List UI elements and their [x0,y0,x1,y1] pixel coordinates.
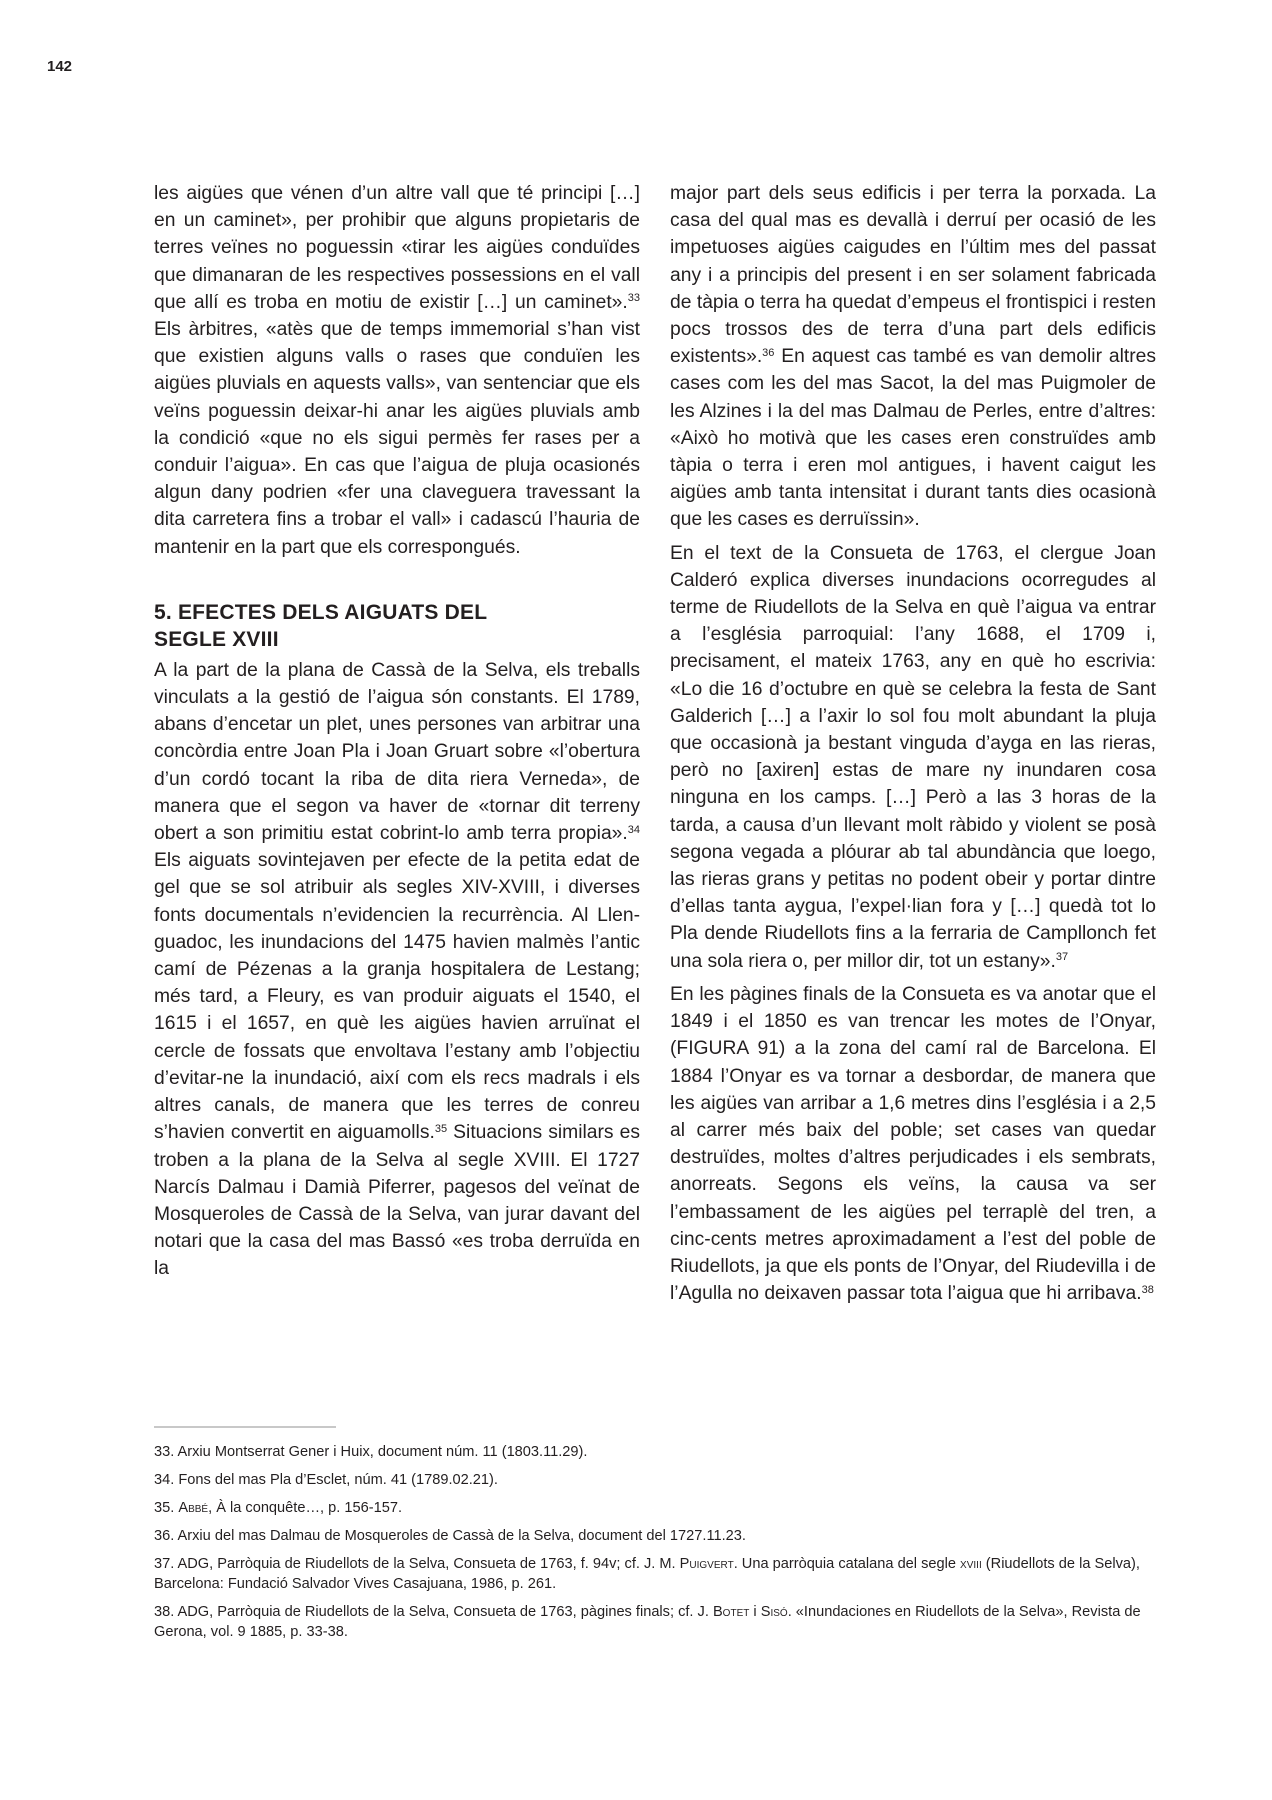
paragraph [670,981,1156,1307]
footnote-35 [154,1498,1159,1518]
footnote-text: . Una parròquia catalana del segle [733,1556,961,1572]
century-numeral: xviii [960,1556,982,1572]
author-name: Botet [712,1604,750,1620]
heading-line: SEGLE XVIII [154,627,279,651]
footnote-number: 35. [154,1500,179,1516]
paragraph [154,180,640,561]
footnote-36: 36. Arxiu del mas Dalmau de Mosqueroles de Cassà de la Selva, document del 1727.11.23. [154,1528,746,1544]
left-column [154,180,640,1283]
paragraph-text: Els àrbitres, «atès que de temps immemorial s’han vist que existien alguns valls o rases que conduïen les aigües pluvials en aquests valls», van sentenciar que els veïns poguessin deixar-hi anar les aigües pluvials amb la condició «que no els sigui permès fer rases per a conduir l’aigua». En cas que l’aigua de pluja ocasionés algun dany podrien «fer una claveguera travessant la dita carretera fins a trobar el vall» i cadascú l’hauria de mantenir en la part que els correspongués. [154,319,640,558]
page-number: 142 [47,58,73,75]
footnote-ref[interactable]: 37 [1055,951,1069,964]
footnote-ref[interactable]: 35 [434,1122,448,1135]
paragraph-text: Els aiguats sovintejaven per efecte de la petita edat de gel que se sol atribuir als segles XIV-XVIII, i diverses fonts documentals n’evidencien la recurrència. Al Llenguadoc, les inundacions del 1475 havien malmès l’antic camí de Pézenas a la granja hospitalera de Lestang; més tard, a Fleury, es van produir aiguats el 1540, el 1615 i el 1657, en què les aigües havien arruïnat el cercle de fossats que envoltava l’estany amb l’objectiu d’evitar-ne la inundació, així com els recs madrals i els altres canals, de manera que les terres de conreu s’havien convertit en aiguamolls. [154,850,640,1144]
section-heading [154,599,640,653]
paragraph-text: En les pàgines finals de la Consueta es va anotar que el 1849 i el 1850 es van trencar les motes de l’Onyar, (FIGURA 91) a la zona del camí ral de Barcelona. El 1884 l’Onyar es va tornar a desbordar, de manera que les aigües van arribar a 1,6 metres dins l’església i a 2,5 al carrer més baix del poble; set cases van quedar destruïdes, moltes d’altres perjudicades i els sembrats, anorreats. Segons els veïns, la causa va ser l’embassament de les aigües pel terraplè del tren, a cinc-cents metres aproximadament a l’est del poble de Riudellots, ja que els ponts de l’Onyar, del Riudevilla i de l’Agulla no deixaven passar tota l’aigua que hi arribava. [670,983,1156,1305]
footnote-38 [154,1602,1159,1642]
footnote-text: . «Inundaciones en Riudellots de la Selva», Revista de Gerona, vol. 9 1885, p. 33-38. [154,1604,1141,1640]
footnote-ref[interactable]: 38 [1141,1283,1154,1296]
footnote-text: 38. ADG, Parròquia de Riudellots de la Selva, Consueta de 1763, pàgines finals; cf. J. [154,1604,713,1620]
paragraph-text: les aigües que vénen d’un altre vall que té principi […] en un caminet», per prohibir que alguns propietaris de terres veïnes no poguessin «tirar les aigües conduïdes que dimanaran de les respectives possessions en el vall que allí es troba en motiu de existir […] un caminet». [154,183,640,313]
right-column [670,180,1156,1313]
paragraph-text: En aquest cas també es van demolir altres cases com les del mas Sacot, la del mas Puigmoler de les Alzines i la del mas Dalmau de Perles, entre d’altres: «Això ho motivà que les cases eren construïdes amb tàpia o terra i eren mol antigues, i havent caigut les aigües amb tanta intensitat i durant tants dies ocasionà que les cases es derruïssin». [670,346,1156,531]
footnote-ref[interactable]: 33 [627,292,640,305]
paragraph-text: En el text de la Consueta de 1763, el clergue Joan Calderó explica diverses inundacions ocorregudes al terme de Riudellots de la Selva en què l’aigua va entrar a l’església parroquial: l’any 1688, el 1709 i, precisament, el mateix 1763, any en què ho escrivia: «Lo die 16 d’octubre en què se celebra la festa de Sant Galderich […] a l’axir lo sol fou molt abundant la pluja que occasionà ja bestant vinguda d’ayga en las rieras, però no [axiren] estas de mare ny inundaren cosa ninguna en los camps. […] Però a las 3 horas de la tarda, a causa d’un llevant molt ràbido y violent se posà segona vegada a plóurar ab tal abundància que loego, las rieras grans y petitas no podent obeir y portar dintre d’ellas tanta aygua, l’expel·lian fora y […] quedà tot lo Pla dende Riudellots fins a la ferraria de Campllonch fet una sola riera o, per millor dir, tot un estany». [670,542,1156,972]
footnote-text: (Riudellots de la Selva), Barcelona: Fundació Salvador Vives Casajuana, 1986, p. 261. [154,1556,1140,1592]
footnote-33: 33. Arxiu Montserrat Gener i Huix, document núm. 11 (1803.11.29). [154,1444,588,1460]
author-name: Puigvert [679,1556,734,1572]
footnote-divider [154,1426,336,1428]
author-name: Abbé [178,1500,209,1516]
paragraph [670,540,1156,975]
footnote-37 [154,1554,1159,1594]
paragraph [154,657,640,1283]
paragraph-text: Situacions similars es troben a la plana de la Selva al segle XVIII. El 1727 Narcís Dalmau i Damià Piferrer, pagesos del veïnat de Mosqueroles de Cassà de la Selva, van jurar davant del notari que la casa del mas Bassó «es troba derruïda en la [154,1122,641,1280]
author-name: Sisó [760,1604,788,1620]
footnote-ref[interactable]: 34 [627,823,640,836]
footnote-ref[interactable]: 36 [762,346,775,359]
heading-line: 5. EFECTES DELS AIGUATS DEL [154,600,488,624]
paragraph [670,180,1156,534]
footnote-text: i [749,1604,761,1620]
footnote-text: , À la conquête…, p. 156-157. [208,1500,402,1516]
paragraph-text: A la part de la plana de Cassà de la Selva, els treballs vinculats a la gestió de l’aigua són constants. El 1789, abans d’encetar un plet, unes persones van arbitrar una concòrdia entre Joan Pla i Joan Gruart sobre «l’obertura d’un cordó tocant la riba de dita riera Verneda», de manera que el segon va haver de «tornar dit terreny obert a son primitiu estat cobrint-lo amb terra propia». [154,659,640,845]
paragraph-text: major part dels seus edificis i per terra la porxada. La casa del qual mas es devallà i derruí per ocasió de les impetuoses aigües caigudes en l’últim mes del passat any i a principis del present i en ser solament fabricada de tàpia o terra ha quedat d’empeus el frontispici i resten pocs trossos des de terra d’una part dels edificis existents». [670,183,1156,368]
footnote-34: 34. Fons del mas Pla d’Esclet, núm. 41 (1789.02.21). [154,1472,498,1488]
footnote-text: 37. ADG, Parròquia de Riudellots de la Selva, Consueta de 1763, f. 94v; cf. J. M. [154,1556,680,1572]
footnotes [154,1442,1159,1650]
